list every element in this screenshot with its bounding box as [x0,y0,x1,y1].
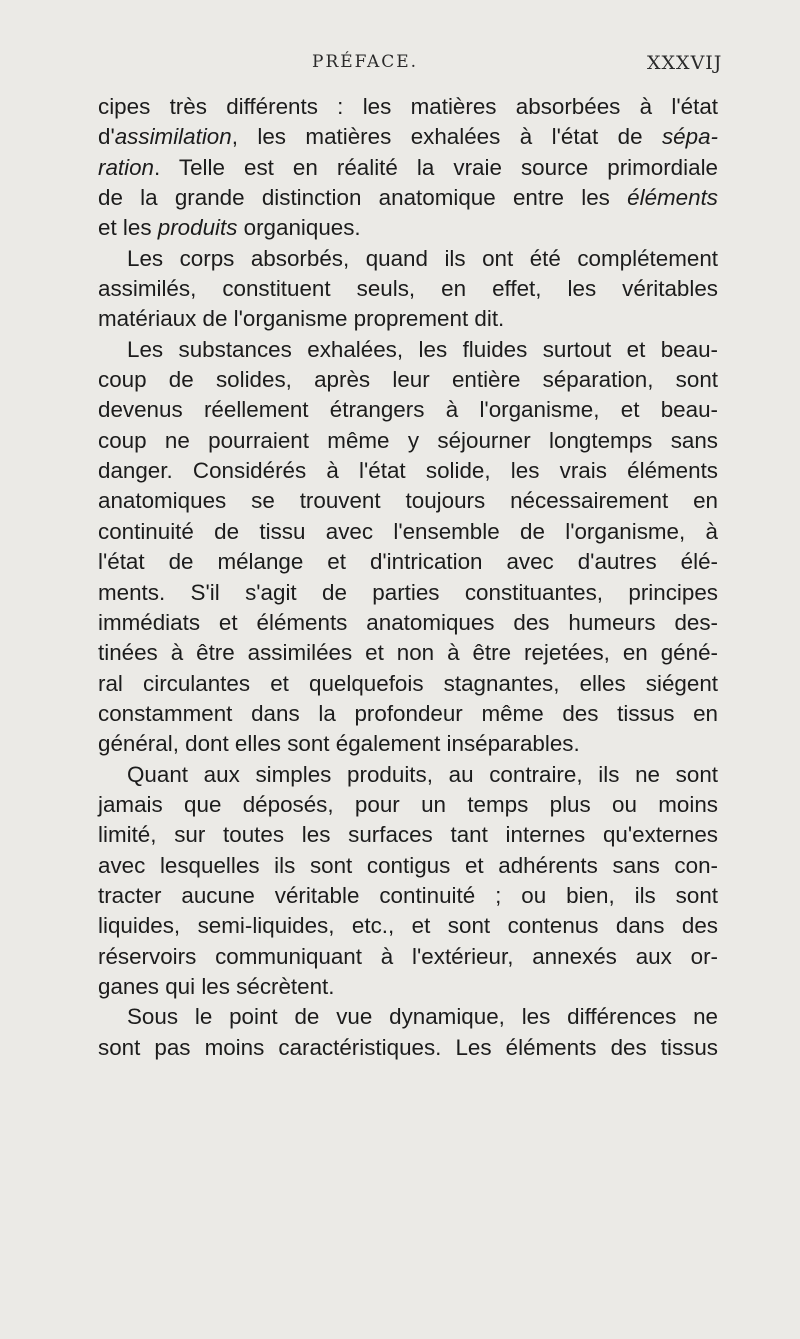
text-line: cipes très différents : les matières absorbées à l'état [98,94,718,119]
body-text [98,92,718,1063]
text-line: avec lesquelles ils sont contigus et adhérents sans con- [98,852,718,878]
text-line: limité, sur toutes les surfaces tant internes qu'externes [98,822,718,848]
text-line: danger. Considérés à l'état solide, les vrais éléments [98,458,718,484]
italic-word: sépa- [661,124,718,150]
text-line: ral circulantes et quelquefois stagnantes, elles siégent [98,670,718,696]
text-line: réservoirs communiquant à l'extérieur, annexés aux or- [98,943,718,969]
text-line: jamais que déposés, pour un temps plus ou moins [98,791,718,817]
italic-word: assimilation [114,124,232,150]
text-line: coup ne pourraient même y séjourner longtemps sans [98,427,718,453]
text-line: d'assimilation, les matières exhalées à l'état de sépa- [98,124,718,150]
text-line: sont pas moins caractéristiques. Les éléments des tissus [98,1034,718,1060]
running-head [0,52,800,80]
text-line: continuité de tissu avec l'ensemble de l'organisme, à [98,518,718,544]
text-line: général, dont elles sont également inséparables. [98,731,580,757]
text-line: de la grande distinction anatomique entre les éléments [98,185,718,211]
text-line: liquides, semi-liquides, etc., et sont contenus dans des [98,913,718,939]
text-line: tinées à être assimilées et non à être rejetées, en géné- [98,640,718,666]
italic-word: produits [157,215,238,241]
italic-word: ration [98,154,155,180]
text-line: assimilés, constituent seuls, en effet, les véritables [98,276,718,302]
text-line: Quant aux simples produits, au contraire, ils ne sont [127,761,718,787]
text-line: coup de solides, après leur entière séparation, sont [98,367,718,393]
italic-word: éléments [627,185,718,211]
text-line: ganes qui les sécrètent. [98,973,335,999]
text-line: constamment dans la profondeur même des tissus en [98,700,718,726]
text-line: Sous le point de vue dynamique, les différences ne [127,1004,718,1030]
text-line: Les corps absorbés, quand ils ont été complétement [127,245,718,271]
page-number: XXXVIJ [647,52,723,74]
text-line: ments. S'il s'agit de parties constituantes, principes [98,579,718,605]
text-line: l'état de mélange et d'intrication avec d'autres élé- [98,549,718,575]
text-line: tracter aucune véritable continuité ; ou bien, ils sont [98,882,718,908]
running-title: PRÉFACE. [312,52,419,72]
text-line: immédiats et éléments anatomiques des humeurs des- [98,609,718,635]
text-line: matériaux de l'organisme proprement dit. [98,306,505,332]
text-line: et les produits organiques. [98,215,361,241]
text-line: Les substances exhalées, les fluides surtout et beau- [127,336,718,362]
text-line: devenus réellement étrangers à l'organisme, et beau- [98,397,718,423]
text-line: anatomiques se trouvent toujours nécessairement en [98,488,718,514]
text-line: ration. Telle est en réalité la vraie source primordiale [98,154,718,180]
